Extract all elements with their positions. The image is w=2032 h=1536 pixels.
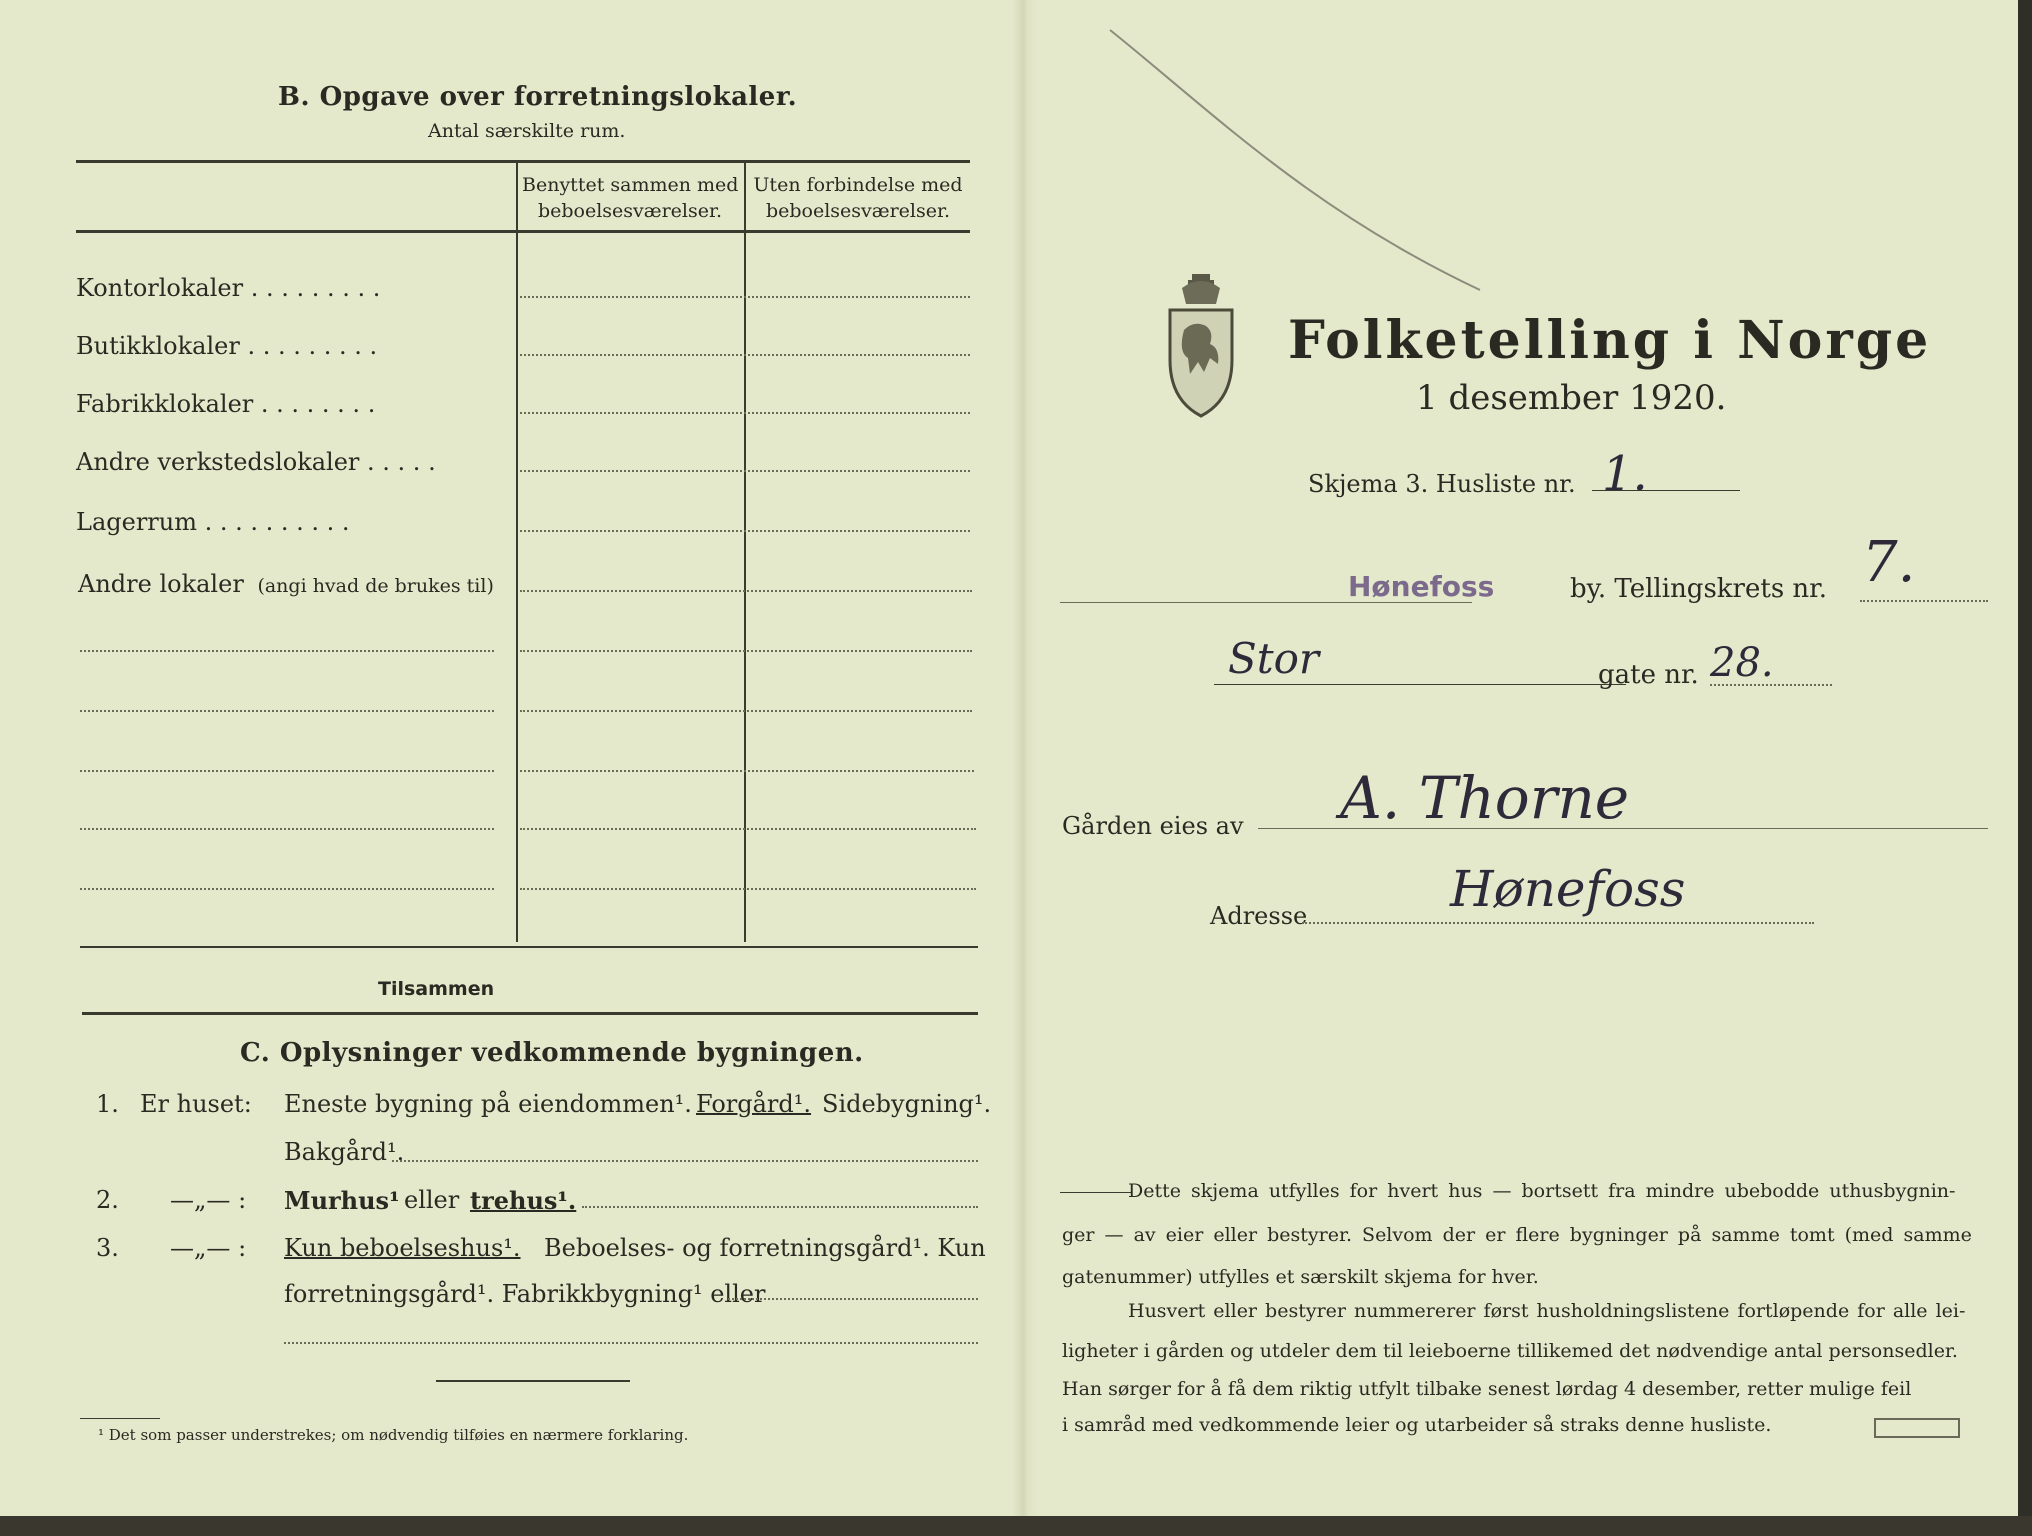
owner-line <box>1258 828 1988 829</box>
table-top-rule <box>76 160 970 163</box>
q1-option-bakgard: Bakgård¹. <box>284 1138 405 1166</box>
address-label: Adresse <box>1210 902 1308 930</box>
instructions-dash <box>1060 1192 1132 1193</box>
owner-label: Gården eies av <box>1062 812 1244 840</box>
blank-line-3-right <box>520 770 974 772</box>
street-name: Stor <box>1228 634 1320 683</box>
section-c-title: C. Oplysninger vedkommende bygningen. <box>240 1038 864 1068</box>
gate-label: gate nr. <box>1598 660 1699 690</box>
q2-eller: eller <box>404 1186 460 1214</box>
row-label-andre-lokaler <box>78 570 494 598</box>
skjema-label: Skjema 3. Husliste nr. <box>1308 470 1576 498</box>
section-b-subtitle: Antal særskilte rum. <box>428 120 626 142</box>
by-tellingskrets-label: by. Tellingskrets nr. <box>1570 574 1828 604</box>
scan-border-right <box>2018 0 2032 1536</box>
col1-header-line1: Benyttet sammen med <box>522 174 739 196</box>
q2-fill-line <box>582 1206 978 1208</box>
blank-line-4-right <box>520 828 976 830</box>
table-header-rule <box>76 230 970 233</box>
instructions-p1-line3: gatenummer) utfylles et særskilt skjema for hver. <box>1062 1266 1539 1288</box>
col1-header-line2: beboelsesværelser. <box>537 200 723 222</box>
gate-line <box>1710 684 1832 686</box>
instructions-p2-line1: Husvert eller bestyrer nummererer først husholdningslistene fortløpende for alle lei- <box>1128 1300 1966 1322</box>
q3-option-forretningsgard: forretningsgård¹. Fabrikkbygning¹ eller <box>284 1280 766 1308</box>
q1-fill-line <box>392 1160 978 1162</box>
printer-mark <box>1874 1418 1960 1438</box>
pencil-stroke <box>1090 20 1510 300</box>
section-c-end-rule <box>436 1380 630 1382</box>
footnote-text: ¹ Det som passer understrekes; om nødvendig tilføies en nærmere forklaring. <box>98 1426 689 1444</box>
address-value: Hønefoss <box>1450 860 1686 918</box>
address-line <box>1302 922 1814 924</box>
q3-number: 3. <box>96 1234 119 1262</box>
blank-line-3-left <box>80 770 494 772</box>
q3-fill-line-2 <box>284 1342 978 1344</box>
row-label-lagerrum: Lagerrum . . . . . . . . . . <box>76 508 350 536</box>
blank-line-1-left <box>80 650 494 652</box>
q1-option-eneste: Eneste bygning på eiendommen¹. <box>284 1090 692 1118</box>
row-label-kontorlokaler: Kontorlokaler . . . . . . . . . <box>76 274 381 302</box>
q3-option-kun-beboelseshus: Kun beboelseshus¹. <box>284 1234 521 1262</box>
blank-line-5-left <box>80 888 494 890</box>
blank-line-2-right <box>520 710 972 712</box>
q3-fill-line-1 <box>728 1298 978 1300</box>
table-col-divider-2 <box>744 162 746 942</box>
q2-option-trehus: trehus¹. <box>470 1186 577 1215</box>
instructions-p1-line1: Dette skjema utfylles for hvert hus — bortsett fra mindre ubebodde uthusbygnin- <box>1128 1180 1956 1202</box>
q3-option-beboelses-forretning: Beboelses- og forretningsgård¹. Kun <box>544 1234 986 1262</box>
town-line <box>1060 602 1472 603</box>
andre-lokaler-note: (angi hvad de brukes til) <box>257 575 494 597</box>
col2-header-line1: Uten forbindelse med <box>753 174 963 196</box>
row-line-1 <box>520 296 970 298</box>
owner-name: A. Thorne <box>1340 764 1630 832</box>
row-line-2 <box>520 354 970 356</box>
q2-option-murhus: Murhus¹ <box>284 1186 400 1215</box>
q1-option-sidebygning: Sidebygning¹. <box>822 1090 992 1118</box>
tellingskrets-line <box>1860 600 1988 602</box>
total-top-rule <box>80 946 978 948</box>
row-label-verkstedslokaler: Andre verkstedslokaler . . . . . <box>76 448 436 476</box>
street-line <box>1214 684 1626 685</box>
instructions-p2-line2: ligheter i gården og utdeler dem til leieboerne tillikemed det nødvendige antal personsedler. <box>1062 1340 1958 1362</box>
blank-line-4-left <box>80 828 494 830</box>
row-line-3 <box>520 412 970 414</box>
q1-label: Er huset: <box>140 1090 252 1118</box>
instructions-p1-line2: ger — av eier eller bestyrer. Selvom der er flere bygninger på samme tomt (med samme <box>1062 1224 1972 1246</box>
norway-coat-of-arms-icon <box>1162 270 1240 420</box>
left-page <box>0 0 1016 1516</box>
footnote-rule <box>80 1418 160 1419</box>
instructions-p2-line3: Han sørger for å få dem riktig utfylt tilbake senest lørdag 4 desember, retter mulige feil <box>1062 1378 1912 1400</box>
row-label-fabrikklokaler: Fabrikklokaler . . . . . . . . <box>76 390 376 418</box>
blank-line-1-right <box>520 650 972 652</box>
q1-option-forgard: Forgård¹. <box>696 1090 812 1118</box>
husliste-number: 1. <box>1602 446 1648 502</box>
census-date: 1 desember 1920. <box>1416 378 1727 418</box>
table-col-divider-1 <box>516 162 518 942</box>
total-label: Tilsammen <box>378 978 495 1000</box>
row-line-6 <box>520 590 972 592</box>
gate-number: 28. <box>1710 640 1774 686</box>
q1-number: 1. <box>96 1090 119 1118</box>
blank-line-5-right <box>520 888 976 890</box>
q2-number: 2. <box>96 1186 119 1214</box>
tellingskrets-number: 7. <box>1862 530 1916 595</box>
section-b-title: B. Opgave over forretningslokaler. <box>278 82 798 112</box>
instructions-p2-line4: i samråd med vedkommende leier og utarbeider så straks denne husliste. <box>1062 1414 1772 1436</box>
row-line-5 <box>520 530 970 532</box>
q2-ditto: —„— : <box>170 1186 247 1214</box>
row-line-4 <box>520 470 970 472</box>
right-page <box>1030 0 2018 1516</box>
q3-ditto: —„— : <box>170 1234 247 1262</box>
row-label-butikklokaler: Butikklokaler . . . . . . . . . <box>76 332 378 360</box>
blank-line-2-left <box>80 710 494 712</box>
town-stamp: Hønefoss <box>1348 570 1495 603</box>
total-bottom-rule <box>82 1012 978 1015</box>
andre-lokaler-label: Andre lokaler <box>78 570 244 598</box>
col2-header-line2: beboelsesværelser. <box>765 200 951 222</box>
scan-border-bottom <box>0 1516 2032 1536</box>
husliste-line <box>1592 490 1740 491</box>
form-title: Folketelling i Norge <box>1288 310 1932 371</box>
